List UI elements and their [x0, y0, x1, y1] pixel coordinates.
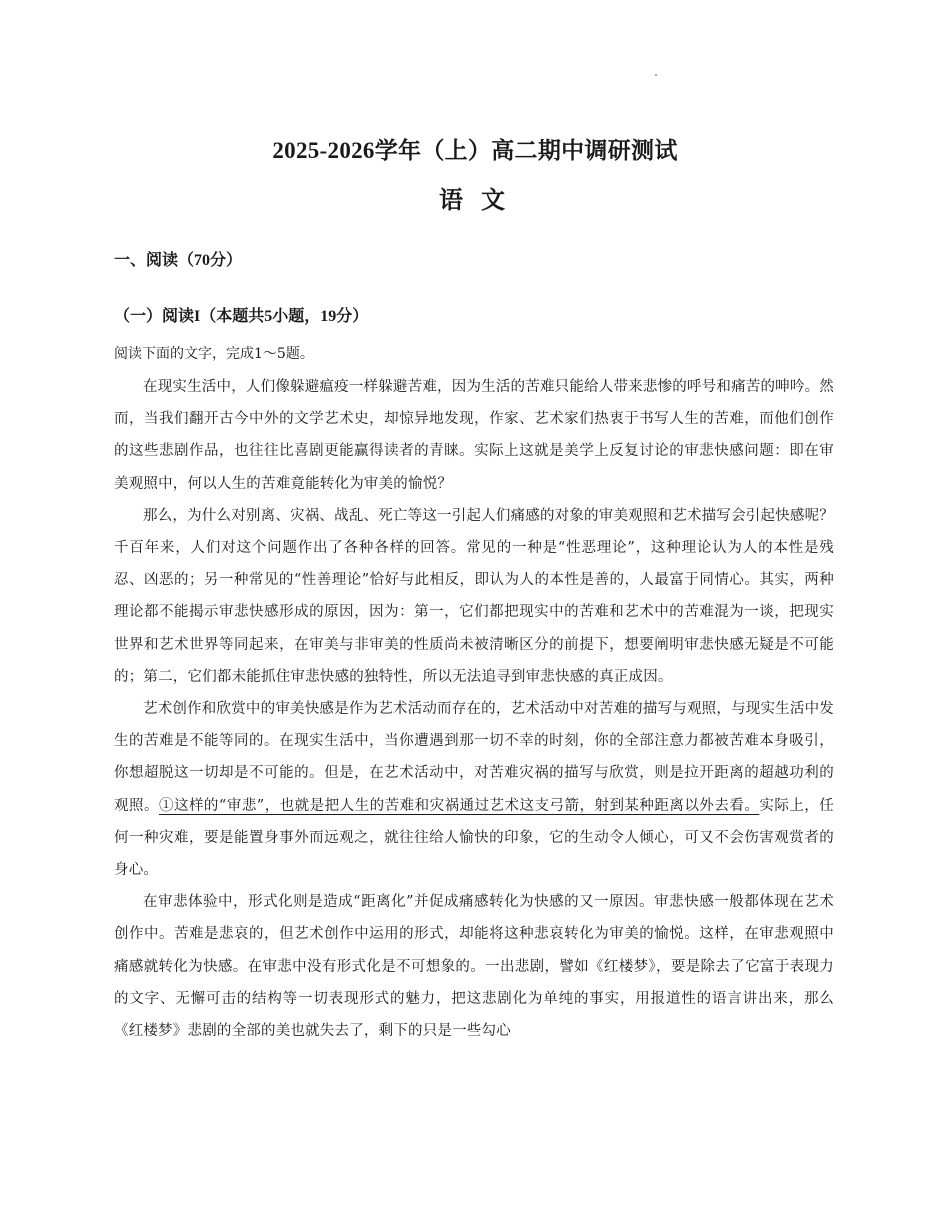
paragraph-3-text-before: 艺术创作和欣赏中的审美快感是作为艺术活动而存在的，艺术活动中对苦难的描写与观照，与现实生活中发生的苦难是不能等同的。在现实生活中，当你遭遇到那一切不幸的时刻，你的全部注意力都被苦难本身吸引，你想超脱这一切却是不可能的。但是，在艺术活动中，对苦难灾祸的描写与欣赏，则是拉开距离的超越功利的观照。: [114, 701, 834, 814]
reading-instruction: 阅读下面的文字，完成1～5题。: [114, 346, 314, 362]
passage: [114, 371, 834, 1047]
passage-paragraph-4: 在审悲体验中，形式化则是造成“距离化”并促成痛感转化为快感的又一原因。审悲快感一般都体现在艺术创作中。苦难是悲哀的，但艺术创作中运用的形式，却能将这种悲哀转化为审美的愉悦。这样，在审悲观照中痛感就转化为快感。在审悲中没有形式化是不可想象的。一出悲剧，譬如《红楼梦》，要是除去了它富于表现力的文字、无懈可击的结构等一切表现形式的魅力，把这悲剧化为单纯的事实，用报道性的语言讲出来，那么《红楼梦》悲剧的全部的美也就失去了，剩下的只是一些勾心: [114, 894, 834, 1040]
passage-paragraph-3: [114, 693, 834, 886]
passage-paragraph-2: 那么，为什么对别离、灾祸、战乱、死亡等这一引起人们痛感的对象的审美观照和艺术描写会引起快感呢？千百年来，人们对这个问题作出了各种各样的回答。常见的一种是“性恶理论”，这种理论认为人的本性是残忍、凶恶的；另一种常见的“性善理论”恰好与此相反，即认为人的本性是善的，人最富于同情心。其实，两种理论都不能揭示审悲快感形成的原因，因为：第一，它们都把现实中的苦难和艺术中的苦难混为一谈，把现实世界和艺术世界等同起来，在审美与非审美的性质尚未被清晰区分的前提下，想要阐明审悲快感无疑是不可能的；第二，它们都未能抓住审悲快感的独特性，所以无法追寻到审悲快感的真正成因。: [114, 507, 834, 685]
section-heading-reading: 一、阅读（70分）: [114, 252, 243, 269]
underlined-sentence-1: ①这样的“审悲”，也就是把人生的苦难和灾祸通过艺术这支弓箭，射到某种距离以外去看。: [158, 797, 760, 814]
paragraph-3-text-after: 实际上，任何一种灾难，要是能置身事外而远观之，就往往给人愉快的印象，它的生动令人倾心，可又不会伤害观赏者的身心。: [114, 797, 834, 879]
subsection-heading-reading-one: （一）阅读I（本题共5小题，19分）: [114, 308, 369, 325]
passage-paragraph-1: 在现实生活中，人们像躲避瘟疫一样躲避苦难，因为生活的苦难只能给人带来悲惨的呼号和痛苦的呻吟。然而，当我们翻开古今中外的文学艺术史，却惊异地发现，作家、艺术家们热衷于书写人生的苦难，而他们创作的这些悲剧作品，也往往比喜剧更能赢得读者的青睐。实际上这就是美学上反复讨论的审悲快感问题：即在审美观照中，何以人生的苦难竟能转化为审美的愉悦？: [114, 379, 834, 492]
page-mark: [655, 74, 657, 76]
exam-title: 2025-2026学年（上）高二期中调研测试: [272, 138, 678, 163]
subject-title: 语 文: [439, 188, 511, 214]
